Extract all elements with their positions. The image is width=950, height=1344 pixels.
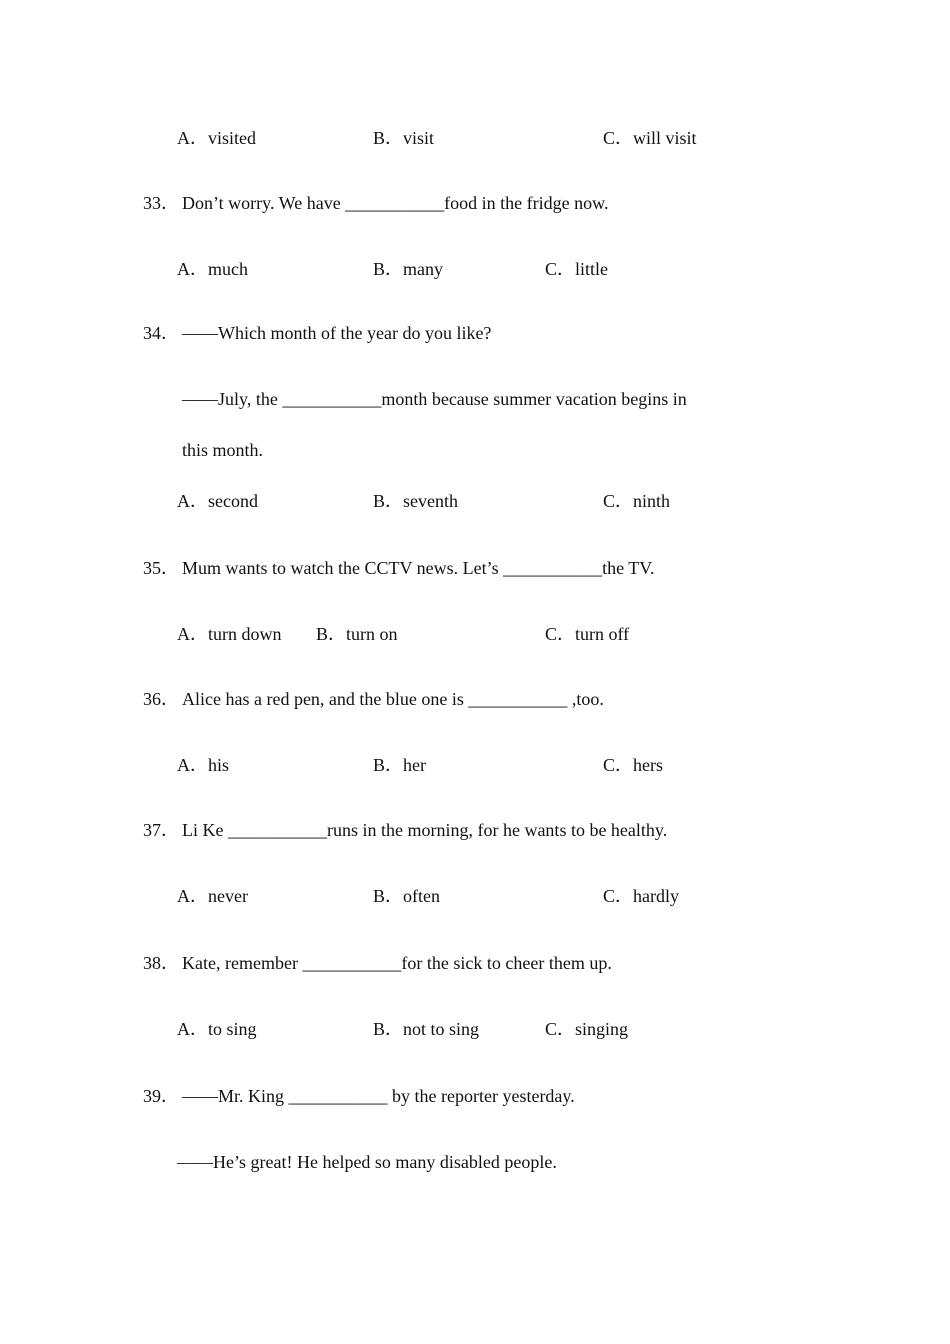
q35-option-b: B．turn on (316, 624, 398, 644)
q34-option-c: C．ninth (603, 491, 671, 511)
q39-number: 39． (143, 1086, 179, 1106)
q34-option-b: B．seventh (373, 491, 458, 511)
q33-option-c: C．little (545, 259, 608, 279)
q38-option-c: C．singing (545, 1019, 629, 1039)
q38-text: Kate, remember ___________for the sick to cheer them up. (182, 953, 612, 973)
q36-option-b: B．her (373, 755, 426, 775)
q33-option-a: A．much (177, 259, 248, 279)
q39-text: ——Mr. King ___________ by the reporter yesterday. (182, 1086, 575, 1106)
q37-number: 37． (143, 820, 179, 840)
q32-option-a: A．visited (177, 128, 256, 148)
q38-option-a: A．to sing (177, 1019, 257, 1039)
q37-option-b: B．often (373, 886, 440, 906)
q38-number: 38． (143, 953, 179, 973)
q36-option-a: A．his (177, 755, 230, 775)
q33-option-b: B．many (373, 259, 443, 279)
q34-number: 34． (143, 323, 179, 343)
q38-option-b: B．not to sing (373, 1019, 480, 1039)
q32-option-b: B．visit (373, 128, 435, 148)
q37-text: Li Ke ___________runs in the morning, for he wants to be healthy. (182, 820, 668, 840)
q33-text: Don’t worry. We have ___________food in the fridge now. (182, 193, 609, 213)
q36-option-c: C．hers (603, 755, 663, 775)
q39-reply-line1: ——He’s great! He helped so many disabled people. (177, 1152, 557, 1172)
q35-text: Mum wants to watch the CCTV news. Let’s ___________the TV. (182, 558, 655, 578)
q32-option-c: C．will visit (603, 128, 697, 148)
q37-option-c: C．hardly (603, 886, 679, 906)
q33-number: 33． (143, 193, 179, 213)
q34-text: ——Which month of the year do you like? (182, 323, 492, 343)
q34-reply-line1: ——July, the ___________month because summer vacation begins in (182, 389, 687, 409)
q35-option-c: C．turn off (545, 624, 630, 644)
q37-option-a: A．never (177, 886, 248, 906)
q36-number: 36． (143, 689, 179, 709)
q36-text: Alice has a red pen, and the blue one is ___________ ,too. (182, 689, 604, 709)
q34-reply-line2: this month. (182, 440, 264, 460)
q35-option-a: A．turn down (177, 624, 282, 644)
q34-option-a: A．second (177, 491, 258, 511)
q35-number: 35． (143, 558, 179, 578)
